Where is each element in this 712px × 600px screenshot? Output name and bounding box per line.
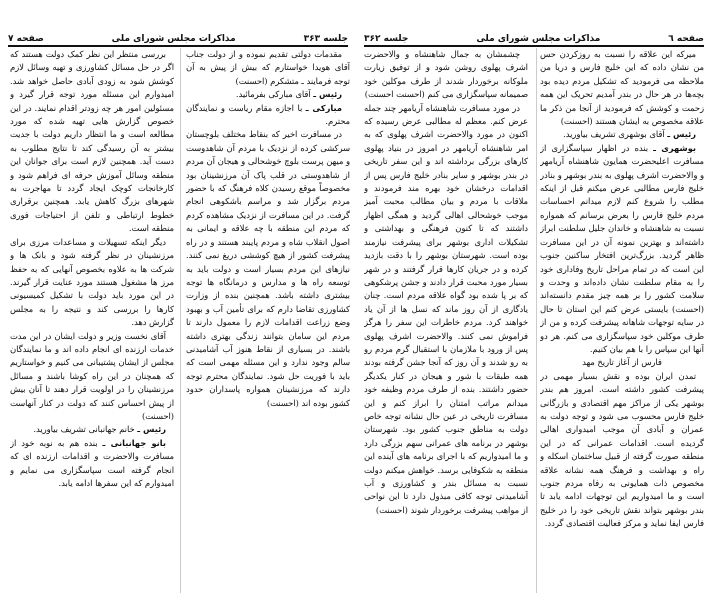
paragraph <box>364 48 528 102</box>
column <box>540 48 704 593</box>
speaker-name: رئیس ـ <box>313 89 342 100</box>
paragraph <box>540 356 704 369</box>
speaker-name: بوشهری ـ <box>653 142 697 153</box>
running-title: مذاکرات مجلس شورای ملی <box>476 34 601 44</box>
speaker-name: رئیس ـ <box>137 424 166 435</box>
paragraph-text: خانم جهانبانی تشریف بیاورید. <box>33 424 135 435</box>
column-divider <box>180 48 181 593</box>
paragraph-text: در مورد مسافرت شاهنشاه آریامهر چند جمله عرض کنم. معظم له مطالبی عرض رسیده که اکنون در مورد والاحضرت اشرف پهلوی که به امر شاهنشاه آریامهر در امروز در بنیاد پهلوی کارهای بزرگی برداشته اند و این سفر تاریخی در بندر بوشهر و سایر بنادر خلیج فارس پس از اقدامات درخشان خود بهره مند فرمودند و ملاقات با مردم و بیان مطالب محبت آمیز موجب خوشحالی اهالی گردید و همگی اظهار داشتند که تا کنون فرهنگی و بهداشتی و تشکیلات اداری بوشهر برای پیشرفت نیازمند بوده است. شهرستان بوشهر را با دقت بازدید کرده و در جریان کارها قرار گرفتند و در شهر بسیار مورد محبت قرار دادند و جشن پرشکوهی که بر پا شده بود گواه علاقه مردم است. چنان یادگاری از آن روز ماند که نسل ها از آن یاد خواهند کرد. مردم خاطرات این سفر را هرگز فراموش نمی کنند. والاحضرت اشرف پهلوی پس از ورود با ملازمان با استقبال گرم مردم رو به رو شدند و آن روز که آنجا جشن گرفته بودند همه طبقات با شور و هیجان در کنار یکدیگر حضور داشتند. بنده از طرف مردم وظیفه خود میدانم مراتب امتنان را ابراز کنم و این مسافرت تاریخی در عین حال نشانه توجه خاص دولت به مناطق جنوب کشور بود. شهرستان بوشهر در برنامه های عمرانی سهم بزرگی دارد و ما امیدواریم که با اجرای برنامه های آینده این منطقه به شکوفایی برسد. خواهش میکنم دولت نسبت به مسائل بندر و کشاورزی و آب آشامیدنی توجه کافی مبذول دارد تا این نواحی از مواهب پیشرفت برخوردار شوند (احسنت) <box>364 102 528 515</box>
column <box>10 48 174 593</box>
page-number: صفحه ۷ <box>8 34 44 44</box>
paragraph-text: بنده در اظهار سپاسگزاری از مسافرت اعلیحضرت همایون شاهنشاه آریامهر و والاحضرت اشرف پهلوی به بندر بوشهر و بنادر خلیج فارس مطالبی عرض میکنم قبل از اینکه مطلب را شروع کنم لازم میدانم احساسات مردم خلیج فارس را بعرض برسانم که همواره نسبت به شاهنشاه و خاندان جلیل سلطنت ابراز داشته‌اند و بهترین نمونه آن در این مسافرت ظاهر گردید. بزرگ‌ترین افتخار ساکنین جنوب این است که در تمام مراحل تاریخ وفاداری خود را به مقام سلطنت نشان داده‌اند و وحدت و سلامت کشور را بر همه چیز مقدم دانسته‌اند (احسنت) بایستی عرض کنم این استان تا حال در سایه توجهات شاهانه پیشرفت کرده و من از طرف موکلین خود سپاسگزاری می کنم. هر دو آنها این سپاس را با هم بیان کنیم. <box>540 142 704 354</box>
speaker-name: مبارکی ـ <box>305 102 343 113</box>
page-number: صفحه ٦ <box>668 34 704 44</box>
speaker-paragraph <box>186 102 350 129</box>
paragraph-text: چشمشان به جمال شاهنشاه و والاحضرت اشرف پهلوی روشن شود و از توفیق زیارت ملوکانه برخوردار شدند از طرف موکلین خود صمیمانه سپاسگزاری می کنم (احسنت احسنت) <box>364 49 528 100</box>
paragraph-text: با اجازه مقام ریاست و نمایندگان محترم. <box>186 102 350 127</box>
paragraph <box>186 128 350 410</box>
session-number: جلسه ۳۶۳ <box>303 34 348 44</box>
paragraph <box>540 48 704 128</box>
paragraph <box>364 102 528 518</box>
page-6 <box>356 0 712 600</box>
column <box>186 48 350 593</box>
paragraph-text: بنده هم به نوبه خود از مسافرت والاحضرت و اقدامات ارزنده ای که انجام گرفته است سپاسگزاری می نمایم و امیدوارم که این سفرها ادامه یابد. <box>10 437 174 488</box>
session-number: جلسه ۳۶۲ <box>364 34 409 44</box>
running-title: مذاکرات مجلس شورای ملی <box>111 34 236 44</box>
paragraph-text: مقدمات دولتی تقدیم نموده و از دولت جناب آقای هویدا خواستارم که بیش از پیش به آن توجه فرمایند ـ متشکرم (احسنت) <box>186 49 350 86</box>
page-header <box>364 30 704 47</box>
speaker-paragraph <box>10 437 174 491</box>
paragraph <box>540 370 704 531</box>
speaker-name: بانو جهانبانی ـ <box>102 437 166 448</box>
paragraph <box>10 330 174 424</box>
column-divider <box>536 48 537 593</box>
paragraph-text: میرکه این علاقه را نسبت به روزکردن حس من نشان داده که این خلیج فارس و دریا من ملاحظه می فرمودید که تشکیل مردم دیده بود بچه‌ها در هر حال در بندر آمدیم تحریک این همه زحمت و کوشش که فرمودید از آنجا من ذکر ما علاقه مخصوص به ایشان هستند (احسنت) <box>540 49 704 127</box>
paragraph-text: فارس از آغاز تاریخ مهد <box>582 357 662 368</box>
paragraph-text: آقای نخست وزیر و دولت ایشان در این مدت خدمات ارزنده ای انجام داده اند و ما نمایندگان مجلس از ایشان پشتیبانی می کنیم و خواستاریم که همچنان در این راه کوشا باشند و مسائل مرزنشینان را در اولویت قرار دهند تا آنان بیش از پیش احساس کنند که دولت در کنار آنهاست (احسنت) <box>10 330 174 421</box>
paragraph-text: تمدن ایران بوده و نقش بسیار مهمی در پیشرفت کشور داشته است. امروز هم بندر بوشهر یکی از مراکز مهم اقتصادی و بازرگانی خلیج فارس محسوب می شود و توجه دولت به عمران و آبادی آن موجب امیدواری اهالی گردیده است. اقدامات عمرانی که در این منطقه صورت گرفته از قبیل ساختمان اسکله و راه و بهداشت و فرهنگ همه نشانه علاقه مخصوص ذات همایونی به رفاه مردم جنوب است و ما امیدواریم این توجهات ادامه یابد تا بندر بوشهر بتواند نقش تاریخی خود را در خلیج فارس ایفا نماید و مرکز فعالیت اقتصادی گردد. <box>540 370 704 529</box>
paragraph <box>186 48 350 88</box>
page-header <box>8 30 348 47</box>
speaker-paragraph <box>10 423 174 436</box>
paragraph-text: در مسافرت اخیر که بنقاط مختلف بلوچستان سرکشی کرده از نزدیک با مردم آن شاهدوست و میهن پرست بلوچ خوشحالی و هیجان آن مردم از شاهدوستی در قلب پاک آن مرزنشینان بود مخصوصاً موقع رسیدن کلاه فرهنگ که با حضور مردم برگزار شد و مراسم باشکوهی انجام گرفت. در این مسافرت از نزدیک مشاهده کردم که مردم این منطقه با چه علاقه و ایمانی به اصول انقلاب شاه و مردم پایبند هستند و در راه پیشرفت کشور از هیچ کوششی دریغ نمی کنند. نیازهای این مردم بسیار است و دولت باید به توسعه راه ها و مدارس و درمانگاه ها توجه بیشتری داشته باشد. همچنین بنده از وزارت کشاورزی تقاضا دارم که برای تأمین آب و بهبود وضع زراعت اقدامات لازم را معمول دارند تا مردم این سامان بتوانند زندگی بهتری داشته باشند. در بسیاری از نقاط هنوز آب آشامیدنی سالم وجود ندارد و این مسئله مهمی است که باید با فوریت حل شود. نمایندگان محترم توجه دارند که مرزنشینان همواره پاسداران حدود کشور بوده اند (احسنت) <box>186 129 350 408</box>
paragraph <box>10 236 174 330</box>
paragraph-text: آقای مبارکی بفرمائید. <box>235 89 311 100</box>
paragraph-text: آقای بوشهری تشریف بیاورید. <box>563 129 665 140</box>
speaker-name: رئیس ـ <box>667 129 696 140</box>
paragraph <box>10 48 174 236</box>
speaker-paragraph <box>186 88 350 101</box>
speaker-paragraph <box>540 142 704 357</box>
speaker-paragraph <box>540 128 704 141</box>
paragraph-text: دیگر اینکه تسهیلات و مساعدات مرزی برای مرزنشینان در نظر گرفته شود و بانک ها و شرکت ها به علاوه بخصوص آنهایی که به حفظ مرز ها مشغول هستند مورد عنایت قرار گیرند. در این مورد باید دولت با تشکیل کمیسیونی کارها را بررسی کند و نتیجه را به مجلس گزارش دهد. <box>10 236 174 328</box>
column <box>364 48 528 593</box>
paragraph-text: بررسی منتظر این نظر کمک دولت هستند که اگر در حل مسائل کشاورزی و تهیه وسائل لازم کوشش شود به زودی آبادی حاصل خواهد شد. امیدوارم این مسئله مورد توجه قرار گیرد و مسئولین امور هر چه زودتر اقدام نمایند. در این خصوص گزارش هایی تهیه شده که مورد مطالعه است و ما انتظار داریم دولت با جدیت بیشتر به آن رسیدگی کند تا نتایج مطلوب به دست آید. همچنین لازم است برای جوانان این منطقه وسائل آموزش حرفه ای فراهم شود و کارخانجات کوچک ایجاد گردد تا مهاجرت به شهرهای بزرگ کاهش یابد. همچنین برقراری خطوط ارتباطی و تلفن از احتیاجات فوری منطقه است. <box>10 49 174 234</box>
